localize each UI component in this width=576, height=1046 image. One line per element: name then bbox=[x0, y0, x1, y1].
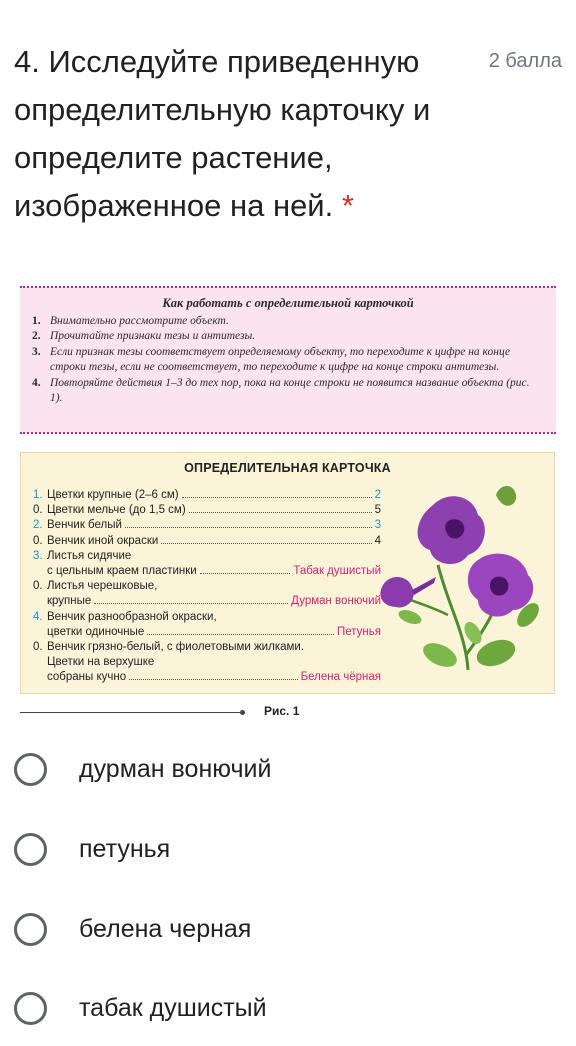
card-rows bbox=[33, 488, 381, 686]
card-row: с цельным краем пластинки Табак душистый bbox=[47, 565, 381, 578]
option-henbane[interactable] bbox=[14, 907, 554, 951]
caption-dot bbox=[240, 710, 245, 715]
option-label: табак душистый bbox=[79, 993, 267, 1022]
option-label: белена черная bbox=[79, 914, 252, 943]
card-row: 0. Венчик иной окраски 4 bbox=[33, 534, 381, 547]
question-title bbox=[14, 38, 464, 230]
option-petunia[interactable] bbox=[14, 827, 554, 871]
caption-line bbox=[20, 712, 242, 713]
radio-button[interactable] bbox=[14, 833, 47, 866]
card-row: 1. Цветки крупные (2–6 см) 2 bbox=[33, 489, 381, 501]
card-title: ОПРЕДЕЛИТЕЛЬНАЯ КАРТОЧКА bbox=[184, 461, 391, 475]
instructions-box bbox=[20, 286, 556, 434]
card-row: 3. Листья сидячие bbox=[33, 549, 132, 562]
figure-caption: Рис. 1 bbox=[264, 704, 300, 718]
radio-button[interactable] bbox=[14, 913, 47, 946]
instruction-step: 1. Внимательно рассмотрите объект. bbox=[32, 314, 229, 327]
option-datura[interactable] bbox=[14, 747, 554, 791]
radio-button[interactable] bbox=[14, 992, 47, 1025]
card-row: 0. Венчик грязно-белый, с фиолетовыми жилками. bbox=[33, 641, 305, 654]
card-row: Цветки на верхушке bbox=[47, 656, 155, 669]
card-row: крупные Дурман вонючий bbox=[47, 595, 381, 608]
instruction-step: 2. Прочитайте признаки тезы и антитезы. bbox=[32, 330, 256, 342]
card-row: 0. Цветки мельче (до 1,5 см) 5 bbox=[33, 504, 381, 517]
radio-button[interactable] bbox=[14, 753, 47, 786]
instruction-step: 4. Повторяйте действия 1–3 до тех пор, пока на конце строки не появится название объекта (рис. 1). bbox=[32, 376, 530, 404]
card-row: 4. Венчик разнообразной окраски, bbox=[33, 610, 217, 623]
question-text: 4. Исследуйте приведенную определительную карточку и определите растение, изображенное на ней. bbox=[14, 44, 431, 223]
option-label: дурман вонючий bbox=[79, 754, 272, 783]
points-label: 2 балла bbox=[488, 50, 562, 72]
required-mark: * bbox=[341, 188, 354, 223]
option-label: петунья bbox=[79, 834, 171, 863]
instruction-step: 3. Если признак тезы соответствует определяемому объекту, то переходите к цифре на конце строки тезы, если не соответствует, то переходите к цифре на конце строки антитезы. bbox=[32, 345, 511, 373]
option-tobacco[interactable] bbox=[14, 986, 554, 1030]
petunia-flower-illustration bbox=[378, 465, 548, 687]
card-row: цветки одиночные Петунья bbox=[47, 625, 381, 638]
card-row: собраны кучно Белена чёрная bbox=[47, 671, 381, 684]
instructions-title: Как работать с определительной карточкой bbox=[162, 296, 414, 310]
card-row: 0. Листья черешковые, bbox=[33, 580, 158, 593]
card-row: 2. Венчик белый 3 bbox=[33, 519, 381, 532]
identification-card bbox=[20, 452, 555, 694]
question-image bbox=[0, 282, 576, 722]
